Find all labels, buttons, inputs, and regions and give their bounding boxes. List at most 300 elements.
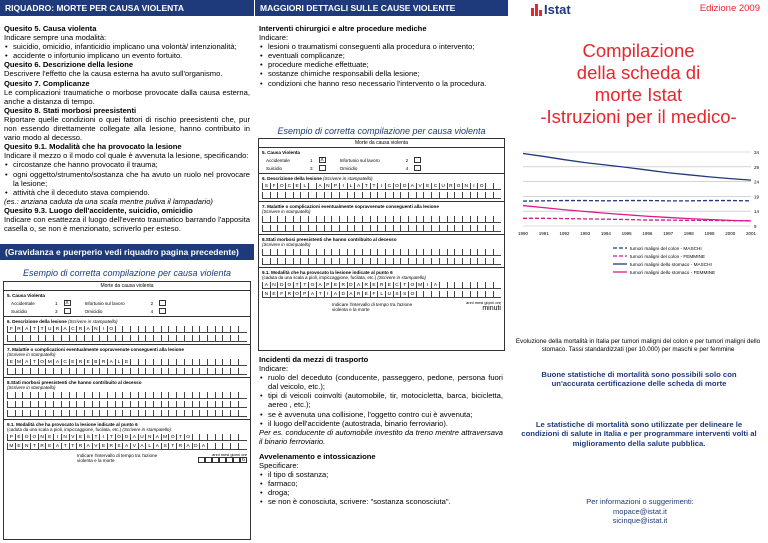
char-box: [130, 392, 138, 399]
char-box: [308, 183, 316, 190]
char-box: [400, 258, 408, 265]
char-box: [485, 291, 493, 298]
char-box: [493, 183, 501, 190]
char-box: [385, 258, 393, 265]
char-box: I: [324, 291, 332, 298]
complications-boxes-a2[interactable]: [262, 225, 501, 232]
char-box: [339, 258, 347, 265]
char-box: [230, 368, 238, 375]
checkbox-suicidio[interactable]: [64, 308, 71, 314]
char-box: T: [107, 434, 115, 441]
char-box: R: [447, 183, 455, 190]
char-box: [324, 216, 332, 223]
char-box: [354, 249, 362, 256]
char-box: [145, 392, 153, 399]
char-box: E: [362, 291, 370, 298]
char-box: [454, 216, 462, 223]
char-box: R: [76, 359, 84, 366]
char-box: [7, 410, 15, 417]
char-box: U: [45, 326, 53, 333]
surgery-bullet-4: • sostanze chimiche responsabili della lesione;: [259, 69, 502, 78]
char-box: [470, 291, 478, 298]
char-box: [447, 258, 455, 265]
death-form-example-a: [258, 138, 505, 351]
main-title: Compilazione della scheda di morte Istat -Istruzioni per il medico-: [540, 40, 737, 127]
char-box: [439, 249, 447, 256]
char-box: [138, 401, 146, 408]
char-box: [277, 216, 285, 223]
char-box: M: [15, 359, 23, 366]
complications-boxes[interactable]: [7, 359, 247, 366]
char-box: [84, 335, 92, 342]
email-mopace-link[interactable]: mopace@istat.it: [613, 506, 667, 516]
char-box: R: [53, 326, 61, 333]
char-box: [485, 282, 493, 289]
char-box: F: [277, 291, 285, 298]
char-box: A: [122, 443, 130, 450]
char-box: [145, 410, 153, 417]
char-box: [354, 258, 362, 265]
lesion-description-boxes-2[interactable]: [7, 335, 247, 342]
char-box: M: [45, 359, 53, 366]
char-box: I: [470, 183, 478, 190]
char-box: [370, 249, 378, 256]
char-box: [370, 192, 378, 199]
char-box: [293, 216, 301, 223]
char-box: E: [45, 434, 53, 441]
q5-bullet-1: • suicidio, omicidio, infanticidio implicano una volontà/ intenzionalità;: [4, 42, 250, 51]
char-box: O: [285, 282, 293, 289]
char-box: [293, 225, 301, 232]
char-box: [115, 392, 123, 399]
char-box: [339, 249, 347, 256]
char-box: [22, 335, 30, 342]
char-box: [277, 192, 285, 199]
char-box: L: [377, 291, 385, 298]
char-box: [354, 192, 362, 199]
char-box: [45, 410, 53, 417]
char-box: [377, 225, 385, 232]
char-box: [454, 249, 462, 256]
char-box: [439, 216, 447, 223]
surgery-bullet-2: • eventuali complicanze;: [259, 51, 502, 60]
char-box: [477, 216, 485, 223]
legend-label-1: tumori maligni del colon - FEMMINE: [630, 254, 706, 259]
x-tick-label: 1994: [600, 231, 611, 236]
char-box: C: [285, 183, 293, 190]
char-box: [454, 225, 462, 232]
preexisting-boxes-a2[interactable]: [262, 258, 501, 265]
char-box: [324, 192, 332, 199]
q8-text: Riportare quelle condizioni o quei fattori di rischio preesistenti che, pur non essendo direttamente collegate alla lesione, hanno contribuito in vario modo al decesso.: [4, 114, 250, 143]
char-box: [331, 216, 339, 223]
char-box: [53, 368, 61, 375]
checkbox-omicidio[interactable]: [159, 308, 166, 314]
char-box: [145, 368, 153, 375]
char-box: [145, 326, 153, 333]
char-box: [192, 410, 200, 417]
char-box: R: [38, 443, 46, 450]
form-b-section-91: 9.1. Modalità che ha provocato la lesione indicate al punto 6 (caduta da una scala a pioli, impiccaggione, fucilata, etc.) (Scrivere in stampatello) P E D O N E I N V E S T I T O D A U N A M O T O M E N T R E A T T R A V E R S A V A L A S T R A D A Indicare l'intervallo di tempo tra l'azione violenta e la morte anni mesi giorni ore 6: [7, 422, 247, 463]
q91-title: Quesito 9.1. Modalità che ha provocato la lesione: [4, 142, 182, 152]
char-box: [130, 401, 138, 408]
q7-text: Le complicazioni traumatiche o morbose provocate dalla causa esterna, anche a distanza di tempo.: [4, 87, 250, 106]
poisoning-title: Avvelenamento e intossicazione: [259, 451, 376, 461]
char-box: [7, 392, 15, 399]
char-box: [485, 183, 493, 190]
char-box: P: [331, 183, 339, 190]
char-box: T: [300, 282, 308, 289]
char-box: [222, 326, 230, 333]
char-box: L: [145, 443, 153, 450]
char-box: [308, 258, 316, 265]
char-box: [238, 326, 246, 333]
char-box: T: [370, 183, 378, 190]
char-box: [130, 326, 138, 333]
char-box: [53, 335, 61, 342]
y-tick-label: 24: [754, 179, 760, 185]
modality-boxes[interactable]: [7, 434, 247, 441]
char-box: [470, 282, 478, 289]
char-box: [184, 326, 192, 333]
char-box: [324, 225, 332, 232]
char-box: [238, 392, 246, 399]
char-box: [477, 282, 485, 289]
char-box: [308, 192, 316, 199]
char-box: E: [370, 282, 378, 289]
char-box: [238, 401, 246, 408]
char-box: [199, 368, 207, 375]
surgery-bullet-3: • procedure mediche effettuate;: [259, 60, 502, 69]
char-box: [339, 216, 347, 223]
checkbox-suicidio-a[interactable]: [319, 165, 326, 171]
char-box: [462, 282, 470, 289]
lesion-description-boxes-a2[interactable]: [262, 192, 501, 199]
q6-text: Descrivere l'effetto che la causa esterna ha avuto sull'organismo.: [4, 69, 223, 79]
char-box: [362, 192, 370, 199]
char-box: [30, 401, 38, 408]
q7-title: Quesito 7. Complicanze: [4, 78, 90, 88]
char-box: [199, 335, 207, 342]
char-box: [107, 392, 115, 399]
char-box: E: [293, 183, 301, 190]
char-box: [92, 401, 100, 408]
char-box: [277, 258, 285, 265]
char-box: O: [408, 291, 416, 298]
char-box: [215, 401, 223, 408]
char-box: L: [115, 359, 123, 366]
char-box: [262, 258, 270, 265]
char-box: [215, 359, 223, 366]
char-box: D: [192, 443, 200, 450]
char-box: [15, 335, 23, 342]
char-box: [130, 410, 138, 417]
char-box: [76, 410, 84, 417]
char-box: [393, 249, 401, 256]
char-box: [7, 401, 15, 408]
modality-boxes-2[interactable]: [7, 443, 247, 450]
char-box: [230, 335, 238, 342]
char-box: [53, 401, 61, 408]
char-box: [76, 392, 84, 399]
char-box: [38, 335, 46, 342]
char-box: [192, 368, 200, 375]
char-box: [439, 282, 447, 289]
char-box: I: [377, 183, 385, 190]
q91-bullet-1: • circostanze che hanno provocato il trauma;: [4, 160, 250, 169]
char-box: [400, 216, 408, 223]
char-box: [324, 249, 332, 256]
char-box: R: [76, 326, 84, 333]
char-box: [15, 401, 23, 408]
poisoning-bullet-2: • farmaco;: [259, 479, 503, 488]
email-sicinque-link[interactable]: sicinque@istat.it: [612, 516, 668, 525]
form-b-section-7: 7. Malattie o complicazioni eventualmente sopravvenute conseguenti alla lesione (Scrivere in stampatello) E M A T O M A C E R E B R A L E: [4, 345, 250, 378]
char-box: [393, 225, 401, 232]
complications-boxes-2[interactable]: [7, 368, 247, 375]
complications-boxes-a[interactable]: [262, 216, 501, 223]
char-box: C: [61, 359, 69, 366]
char-box: [477, 192, 485, 199]
char-box: [423, 216, 431, 223]
char-box: [168, 335, 176, 342]
q91-example: (es.: anziana caduta da una scala mentre puliva il lampadario): [4, 196, 213, 206]
char-box: [230, 401, 238, 408]
char-box: T: [176, 434, 184, 441]
checkbox-omicidio-a[interactable]: [414, 165, 421, 171]
char-box: A: [308, 291, 316, 298]
char-box: [238, 410, 246, 417]
char-box: [215, 326, 223, 333]
char-box: [38, 392, 46, 399]
checkbox-accidentale[interactable]: X: [65, 300, 69, 306]
char-box: O: [168, 434, 176, 441]
char-box: U: [138, 434, 146, 441]
char-box: [168, 392, 176, 399]
char-box: [462, 192, 470, 199]
pregnancy-header: (Gravidanza e puerperio vedi riquadro pagina precedente): [0, 244, 254, 260]
char-box: B: [92, 359, 100, 366]
char-box: [107, 401, 115, 408]
char-box: N: [324, 183, 332, 190]
char-box: O: [454, 183, 462, 190]
char-box: [145, 401, 153, 408]
char-box: I: [339, 183, 347, 190]
char-box: [300, 258, 308, 265]
char-box: [262, 216, 270, 223]
char-box: [230, 326, 238, 333]
char-box: P: [324, 282, 332, 289]
preexisting-boxes[interactable]: [7, 392, 247, 399]
preexisting-boxes-2[interactable]: [7, 401, 247, 408]
form-a-section-6: 6. Descrizione della lesione (Scrivere in stampatello) S F O C E L A N P I L A T T I C O D A V E C U R O N I O: [259, 174, 504, 202]
char-box: O: [30, 434, 38, 441]
char-box: A: [431, 282, 439, 289]
char-box: [230, 359, 238, 366]
checkbox-accidentale-a[interactable]: X: [320, 157, 324, 163]
char-box: [230, 392, 238, 399]
char-box: A: [199, 443, 207, 450]
char-box: [30, 392, 38, 399]
transport-bullet-1: • ruolo del deceduto (conducente, passeggero, pedone, persona fuori dal veicolo, etc.);: [259, 373, 503, 391]
char-box: [354, 225, 362, 232]
char-box: [238, 443, 246, 450]
char-box: [69, 368, 77, 375]
char-box: [15, 410, 23, 417]
char-box: [115, 410, 123, 417]
x-tick-label: 1999: [704, 231, 715, 236]
char-box: T: [168, 443, 176, 450]
char-box: [138, 368, 146, 375]
char-box: A: [408, 183, 416, 190]
char-box: A: [316, 183, 324, 190]
lesion-description-boxes-a[interactable]: [262, 183, 501, 190]
char-box: [230, 443, 238, 450]
char-box: [168, 368, 176, 375]
char-box: [454, 291, 462, 298]
char-box: [285, 258, 293, 265]
char-box: [153, 368, 161, 375]
char-box: V: [92, 443, 100, 450]
char-box: [238, 335, 246, 342]
char-box: [423, 249, 431, 256]
death-form-example-b: [3, 281, 251, 540]
char-box: [15, 368, 23, 375]
char-box: [161, 326, 169, 333]
y-tick-label: 19: [754, 194, 760, 200]
char-box: [84, 410, 92, 417]
char-box: [84, 392, 92, 399]
preexisting-boxes-a[interactable]: [262, 249, 501, 256]
char-box: O: [115, 434, 123, 441]
char-box: [153, 392, 161, 399]
char-box: [316, 192, 324, 199]
q5-title: Quesito 5. Causa violenta: [4, 24, 97, 33]
y-tick-label: 9: [754, 224, 757, 229]
hours-value[interactable]: 6: [240, 457, 247, 463]
char-box: [138, 392, 146, 399]
x-tick-label: 1991: [538, 231, 549, 236]
char-box: [207, 401, 215, 408]
modality-boxes-a[interactable]: [262, 282, 501, 289]
char-box: N: [262, 291, 270, 298]
series-line-3: [523, 206, 751, 221]
usage-note: Le statistiche di mortalità sono utilizzate per delineare le condizioni di salute in Italia e per programmare interventi volti al miglioramento della salute pubblica.: [521, 420, 757, 448]
char-box: [145, 335, 153, 342]
char-box: [45, 401, 53, 408]
char-box: [477, 291, 485, 298]
char-box: [222, 410, 230, 417]
checkbox-infortunio[interactable]: [159, 300, 166, 306]
char-box: [53, 410, 61, 417]
char-box: D: [339, 291, 347, 298]
char-box: [331, 258, 339, 265]
char-box: [215, 392, 223, 399]
mortality-chart: [513, 148, 763, 333]
char-box: [416, 216, 424, 223]
preexisting-boxes-3[interactable]: [7, 410, 247, 417]
char-box: [161, 401, 169, 408]
char-box: [230, 410, 238, 417]
transport-note: Per es. conducente di automobile investito da treno mentre attraversava il binario ferroviario.: [259, 427, 503, 446]
modality-boxes-a2[interactable]: [262, 291, 501, 298]
char-box: [192, 326, 200, 333]
transport-title: Incidenti da mezzi di trasporto: [259, 355, 369, 364]
char-box: [270, 225, 278, 232]
q93-title: Quesito 9.3. Luogo dell'accidente, suicidio, omicidio: [4, 205, 193, 215]
char-box: T: [92, 434, 100, 441]
char-box: V: [130, 443, 138, 450]
char-box: [447, 282, 455, 289]
char-box: [408, 225, 416, 232]
form-b-section-5: 5. Causa Violenta Accidentale 1 X Infortunio sul lavoro 2 Suicidio 3 Omicidio 4: [4, 291, 250, 317]
char-box: [92, 368, 100, 375]
char-box: [238, 368, 246, 375]
x-tick-label: 1997: [663, 231, 674, 236]
char-box: F: [370, 291, 378, 298]
char-box: I: [423, 282, 431, 289]
char-box: [99, 401, 107, 408]
char-box: [192, 434, 200, 441]
legend-label-2: tumori maligni dello stomaco - MASCHI: [630, 262, 712, 267]
q5-intro: Indicare sempre una modalità:: [4, 33, 107, 43]
lesion-description-boxes[interactable]: [7, 326, 247, 333]
char-box: [385, 192, 393, 199]
char-box: [493, 225, 501, 232]
char-box: [416, 192, 424, 199]
char-box: [176, 326, 184, 333]
char-box: [168, 410, 176, 417]
char-box: [184, 401, 192, 408]
char-box: [300, 192, 308, 199]
char-box: [176, 368, 184, 375]
char-box: [300, 216, 308, 223]
char-box: [215, 434, 223, 441]
char-box: [454, 258, 462, 265]
char-box: A: [84, 443, 92, 450]
x-tick-label: 2000: [725, 231, 736, 236]
char-box: D: [122, 434, 130, 441]
char-box: A: [130, 434, 138, 441]
char-box: [485, 258, 493, 265]
char-box: [447, 192, 455, 199]
char-box: O: [293, 291, 301, 298]
char-box: [92, 392, 100, 399]
char-box: [300, 225, 308, 232]
char-box: [431, 291, 439, 298]
char-box: [416, 258, 424, 265]
char-box: [493, 258, 501, 265]
char-box: [215, 410, 223, 417]
char-box: [61, 335, 69, 342]
char-box: [222, 443, 230, 450]
char-box: [38, 401, 46, 408]
edition-label: Edizione 2009: [699, 3, 760, 14]
char-box: [493, 192, 501, 199]
char-box: [61, 410, 69, 417]
char-box: [22, 392, 30, 399]
char-box: R: [76, 443, 84, 450]
form-b-title: Morte da causa violenta: [4, 282, 250, 291]
char-box: A: [354, 183, 362, 190]
q91-bullet-3: • attività che il deceduto stava compiendo.: [4, 188, 250, 197]
char-box: [22, 401, 30, 408]
char-box: [324, 258, 332, 265]
char-box: [431, 249, 439, 256]
checkbox-infortunio-a[interactable]: [414, 157, 421, 163]
char-box: [423, 258, 431, 265]
transport-bullet-2: • tipi di veicoli coinvolti (automobile, tir, motocicletta, barca, bicicletta, aereo , etc.);: [259, 391, 503, 409]
